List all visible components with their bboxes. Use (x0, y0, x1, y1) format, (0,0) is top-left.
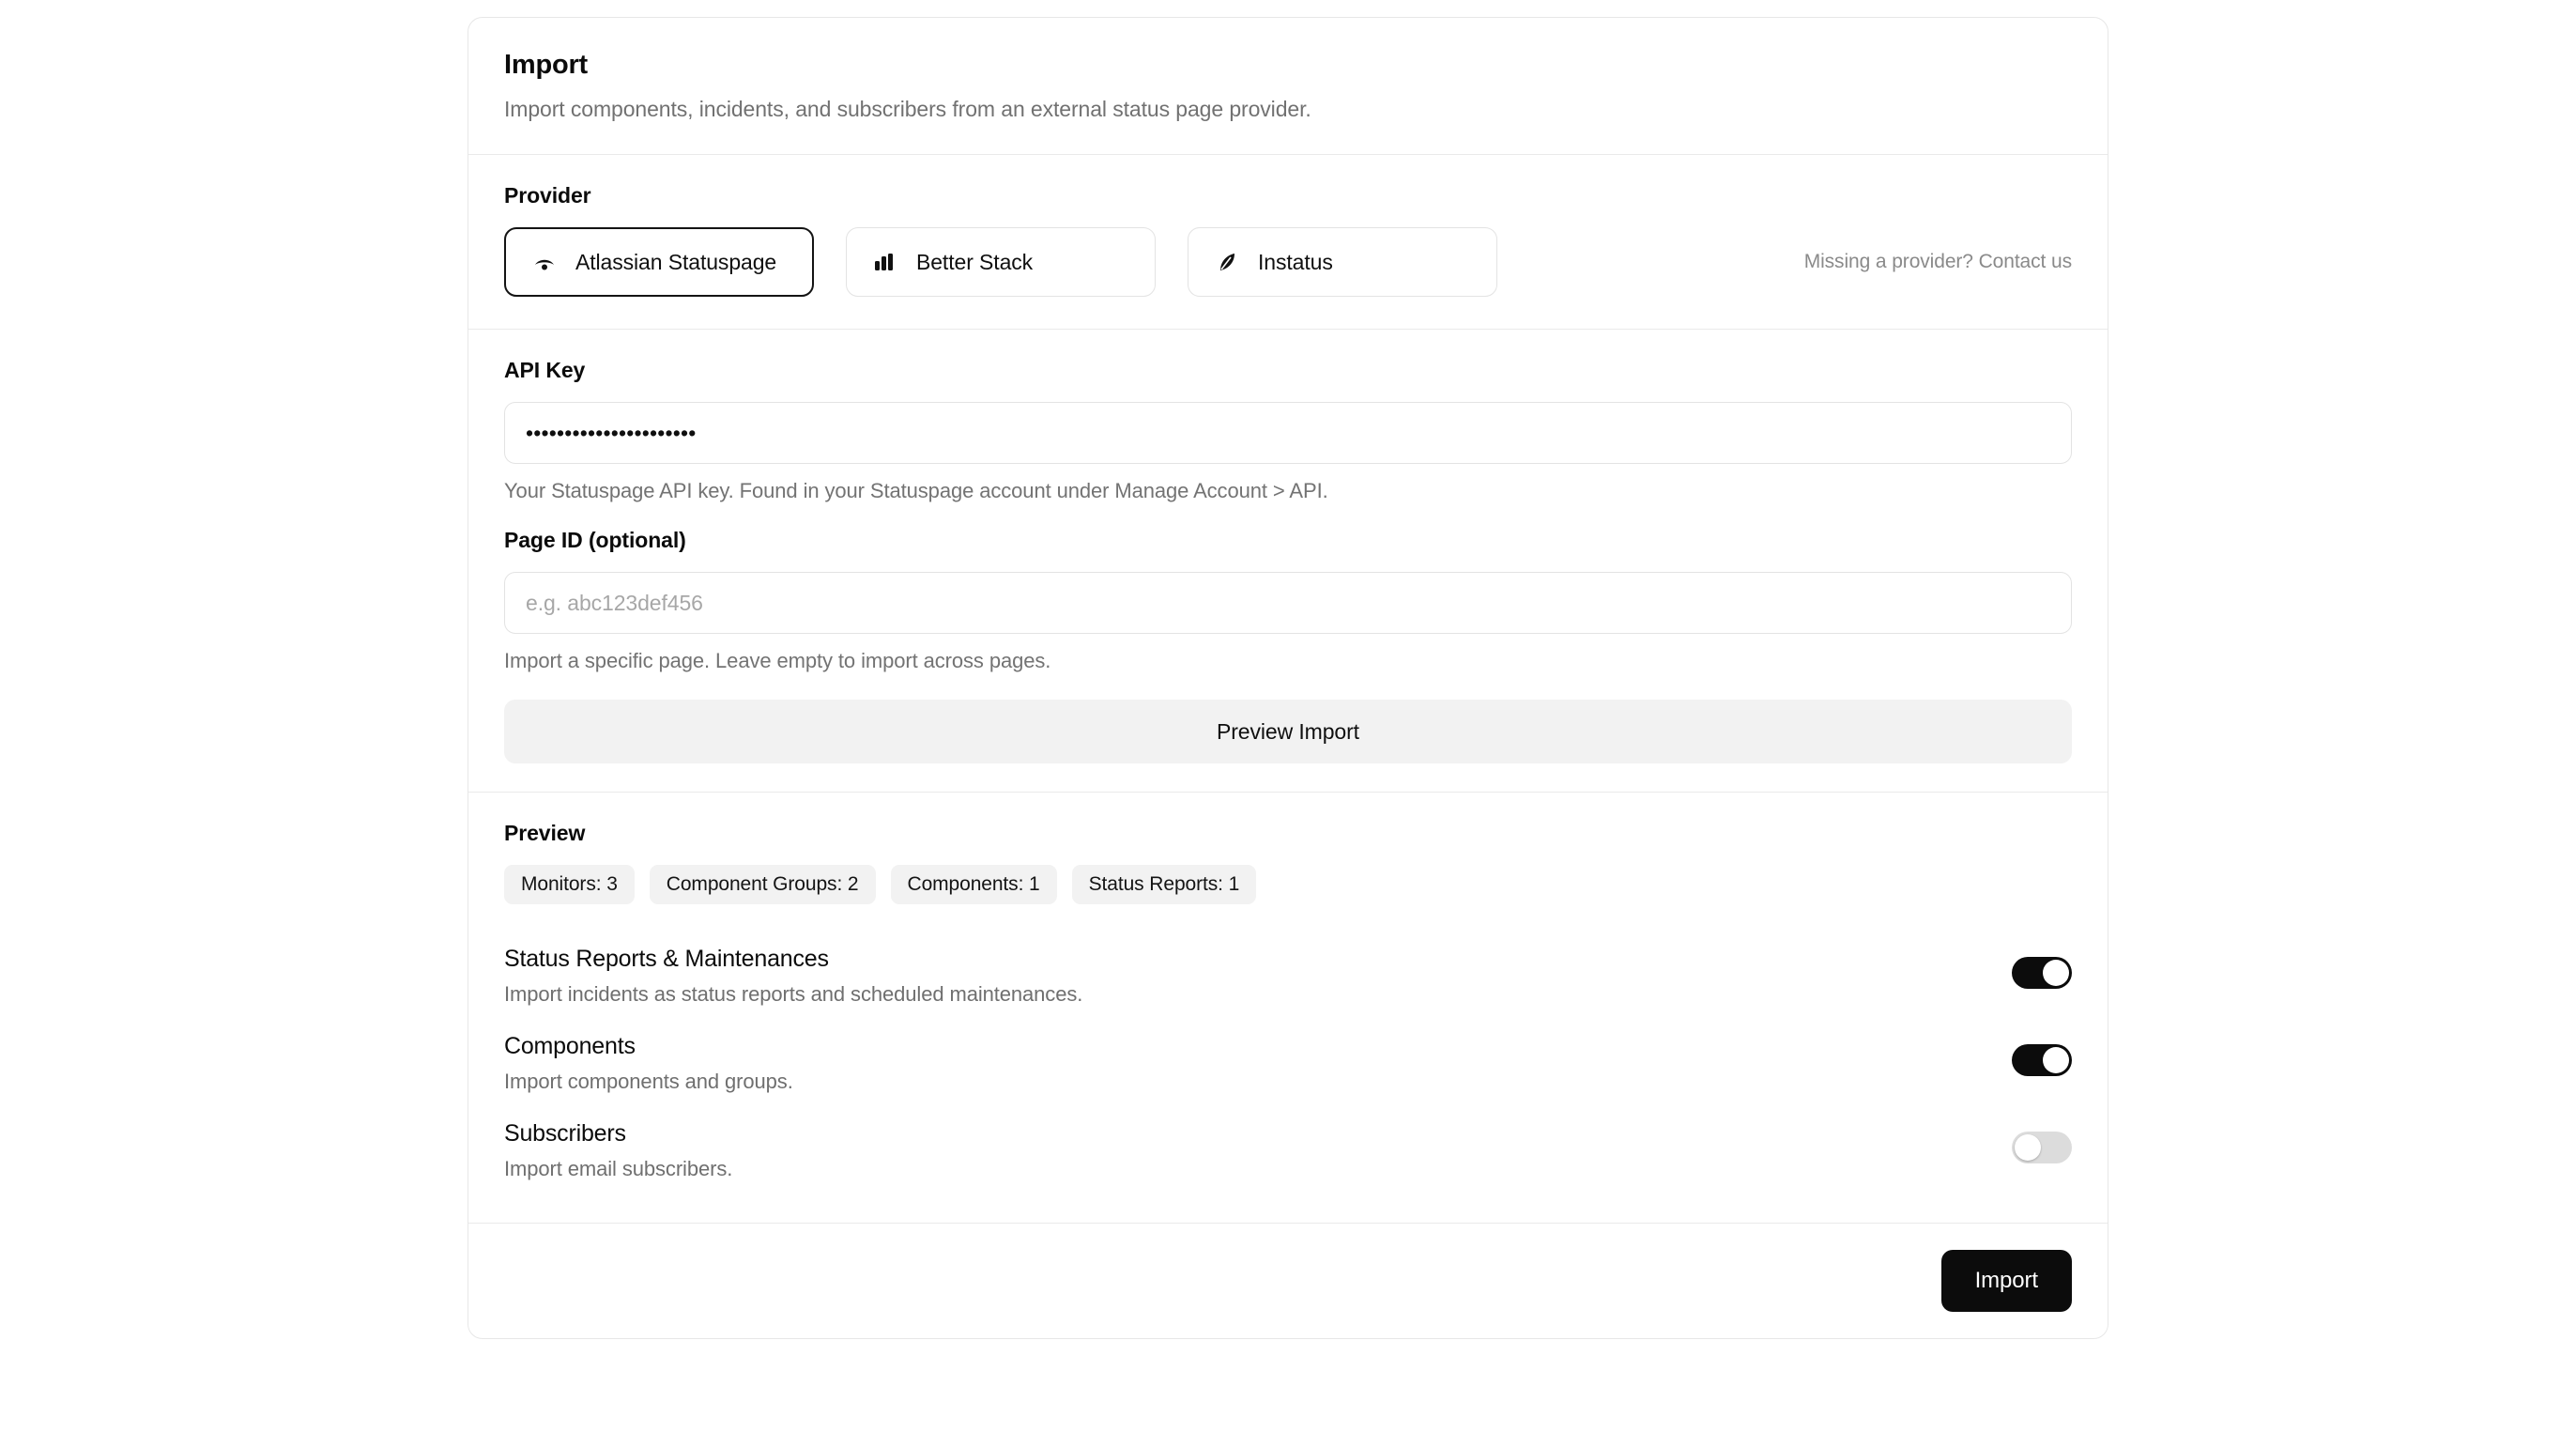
instatus-icon (1213, 248, 1241, 276)
preview-import-button[interactable]: Preview Import (504, 700, 2072, 763)
provider-label: Provider (504, 183, 591, 208)
api-key-help: Your Statuspage API key. Found in your Statuspage account under Manage Account > API. (504, 479, 1328, 502)
toggle-components[interactable] (2012, 1044, 2072, 1076)
toggle-description: Import email subscribers. (504, 1157, 733, 1180)
preview-chip-components: Components: 1 (891, 865, 1057, 904)
toggle-knob (2043, 1047, 2069, 1073)
toggle-subscribers[interactable] (2012, 1132, 2072, 1163)
toggle-text (504, 946, 2012, 1007)
credentials-section (468, 330, 2108, 793)
provider-option-instatus[interactable] (1188, 227, 1497, 297)
preview-title: Preview (504, 821, 586, 845)
missing-provider-text: Missing a provider? Contact us (1803, 251, 2072, 272)
toggle-text (504, 1033, 2012, 1094)
provider-option-better-stack[interactable] (846, 227, 1156, 297)
preview-chip-status-reports: Status Reports: 1 (1072, 865, 1257, 904)
toggle-label: Subscribers (504, 1120, 626, 1147)
preview-chips (504, 865, 2072, 904)
page-id-label: Page ID (optional) (504, 528, 686, 552)
provider-option-label: Better Stack (916, 249, 1034, 274)
toggle-row-status-reports (504, 934, 2072, 1022)
page-subtitle: Import components, incidents, and subscribers from an external status page provider. (504, 97, 1311, 121)
provider-option-label: Atlassian Statuspage (575, 249, 777, 274)
provider-options (504, 227, 2072, 297)
api-key-input[interactable] (504, 402, 2072, 464)
provider-option-label: Instatus (1258, 249, 1333, 274)
preview-chip-component-groups: Component Groups: 2 (650, 865, 876, 904)
toggle-row-subscribers (504, 1109, 2072, 1196)
toggle-text (504, 1120, 2012, 1181)
toggle-label: Components (504, 1033, 636, 1059)
missing-provider-note[interactable] (1804, 251, 2072, 273)
card-header (468, 18, 2108, 155)
better-stack-icon (871, 248, 899, 276)
import-card (468, 17, 2108, 1339)
card-footer (468, 1224, 2108, 1338)
statuspage-icon (530, 248, 559, 276)
preview-section (468, 793, 2108, 1224)
toggle-knob (2043, 960, 2069, 986)
page-id-input[interactable] (504, 572, 2072, 634)
provider-option-atlassian-statuspage[interactable] (504, 227, 814, 297)
preview-chip-monitors: Monitors: 3 (504, 865, 635, 904)
page-id-help: Import a specific page. Leave empty to import across pages. (504, 649, 1051, 672)
toggle-label: Status Reports & Maintenances (504, 946, 829, 972)
toggle-description: Import components and groups. (504, 1070, 793, 1093)
page-title: Import (504, 50, 589, 80)
toggle-knob (2015, 1134, 2041, 1161)
toggle-status-reports[interactable] (2012, 957, 2072, 989)
provider-section (468, 155, 2108, 330)
import-button[interactable]: Import (1941, 1250, 2072, 1312)
toggle-row-components (504, 1022, 2072, 1109)
toggle-description: Import incidents as status reports and scheduled maintenances. (504, 982, 1083, 1006)
api-key-label: API Key (504, 358, 586, 382)
